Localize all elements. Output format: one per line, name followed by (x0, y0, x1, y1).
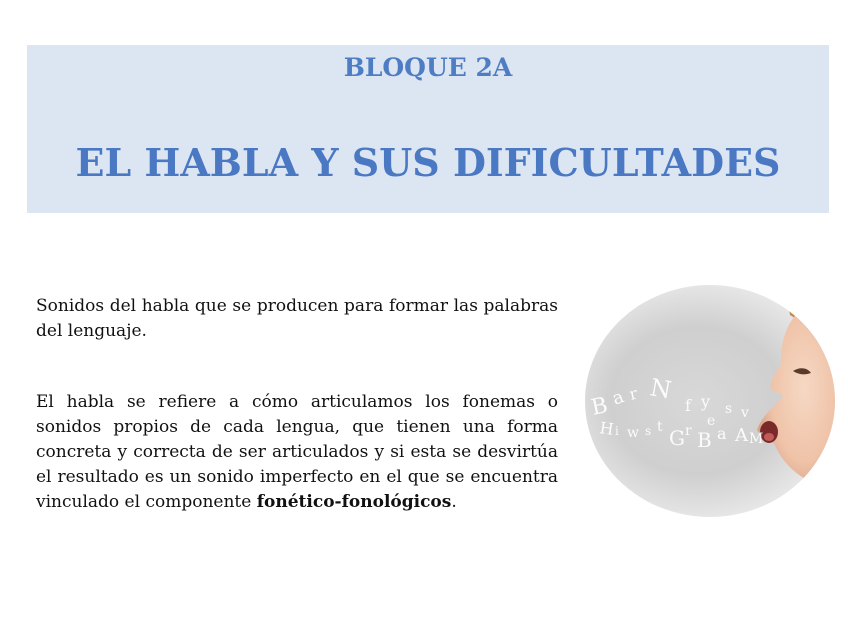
definition-paragraph: Sonidos del habla que se producen para formar las palabras del lenguaje. (36, 296, 558, 341)
letter: r (627, 383, 640, 404)
letter: A (735, 425, 748, 446)
letter: B (697, 428, 712, 452)
letter: H (598, 418, 615, 439)
slide-subtitle: BLOQUE 2A (343, 53, 513, 82)
letter: w (627, 425, 639, 441)
letter: a (609, 386, 627, 410)
face-shape (757, 309, 835, 485)
description-bold-term: fonético-fonológicos (256, 492, 452, 512)
letter: y (701, 392, 711, 411)
description-text: El habla se refiere a cómo articulamos los fonemas o sonidos propios de cada lengua, que tienen una forma concreta y correcta de ser articulados y si esta se desvirtúa el resultado es un sonido imperfecto en el que se encuentra vinculado el componente (36, 392, 558, 512)
letter: s (645, 424, 652, 438)
letter: i (615, 424, 619, 438)
description-end: . (451, 492, 457, 512)
letter: B (589, 393, 611, 421)
title-banner (27, 45, 829, 213)
letter: s (725, 401, 733, 417)
letter: e (707, 413, 716, 429)
floating-letters (589, 373, 763, 452)
letter: r (685, 423, 692, 439)
description-paragraph (36, 390, 558, 515)
tongue-shape (764, 433, 774, 441)
child-speaking-letters-image (585, 285, 835, 517)
letter: a (717, 424, 727, 443)
letter: G (669, 426, 685, 450)
letter: t (657, 419, 663, 435)
letter: N (647, 373, 674, 405)
letter: f (685, 396, 691, 415)
slide-title: EL HABLA Y SUS DIFICULTADES (75, 140, 781, 185)
letter: v (741, 405, 749, 421)
letter: M (749, 431, 764, 447)
illustration-svg (585, 285, 835, 517)
